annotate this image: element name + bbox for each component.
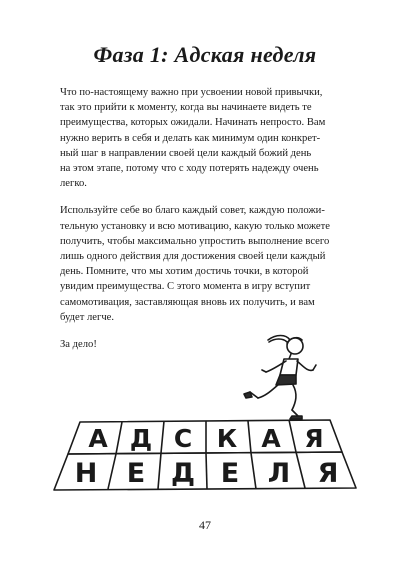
tile-letter: С (173, 424, 193, 453)
text-line: лишь одного действия для достижения своей цели каждый (60, 251, 326, 263)
text-line: Используйте себе во благо каждый совет, каждую положи- (60, 205, 325, 217)
text-line: будет легче. (60, 311, 114, 323)
text-line: За дело! (60, 339, 97, 351)
tile-letter: Е (126, 458, 146, 489)
page-number: 47 (199, 518, 211, 532)
body-text (60, 85, 358, 364)
text-line: день. Помните, что мы хотим достичь точки, в которой (60, 266, 309, 278)
paragraph-2 (60, 203, 358, 325)
tile-letter: Я (304, 424, 324, 453)
paragraph-1 (60, 85, 358, 191)
tile-letter: Е (220, 458, 240, 489)
running-woman-icon (244, 336, 316, 420)
tile-letter: А (88, 424, 108, 453)
tile-letter: А (261, 424, 281, 453)
text-line: нужно верить в себя и делать как минимум один конкрет- (60, 132, 321, 144)
text-line: на этом этапе, потому что с ходу потерять надежду очень (60, 163, 319, 175)
tile-letter: Д (129, 424, 153, 453)
text-line: получить, чтобы максимально упростить выполнение всего (60, 235, 330, 247)
text-line: Что по-настоящему важно при усвоении новой привычки, (60, 87, 323, 98)
text-line: тельную установку и всю мотивацию, какую только можете (60, 220, 330, 232)
text-line: легко. (60, 178, 87, 190)
hopscotch-illustration (40, 330, 370, 505)
tile-letter: Я (317, 458, 339, 489)
text-line: увидим преимущества. С этого момента в игру вступит (60, 281, 311, 293)
text-line: так это прийти к моменту, когда вы начинаете видеть те (60, 102, 312, 114)
tile-letter: К (216, 424, 238, 453)
tile-letter: Л (267, 458, 291, 489)
tile-letter: Н (74, 458, 98, 489)
text-line: преимущества, которых ожидали. Начинать непросто. Вам (60, 117, 326, 129)
text-line: самомотивация, заставляющая вновь их получить, и вам (60, 296, 315, 308)
chapter-heading: Фаза 1: Адская неделя (93, 42, 317, 67)
tile-letter: Д (170, 458, 196, 489)
text-line: ный шаг в направлении своей цели каждый божий день (60, 147, 312, 159)
